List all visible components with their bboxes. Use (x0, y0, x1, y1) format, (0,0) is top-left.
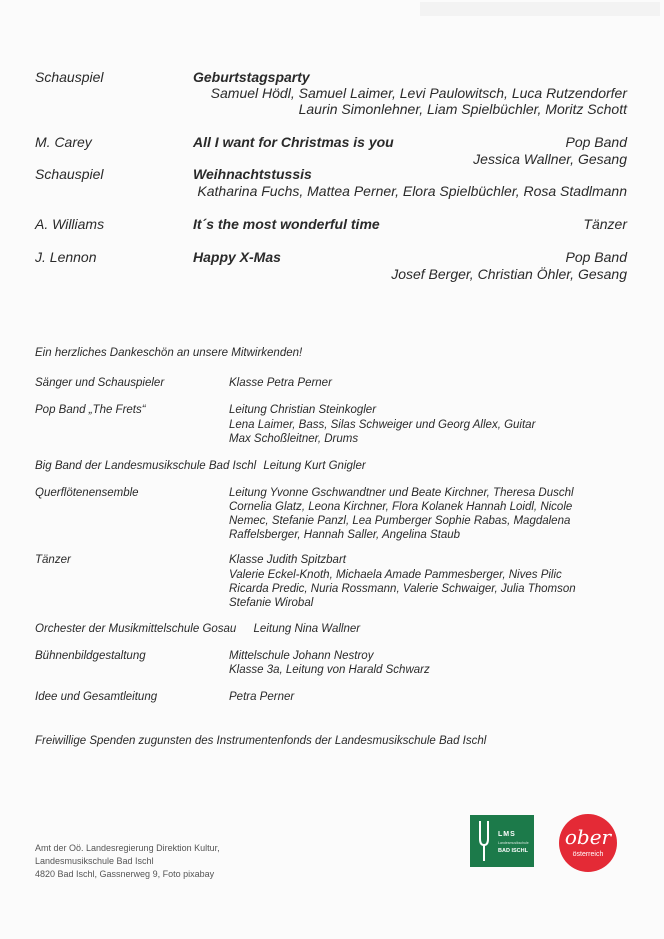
credit-line: Valerie Eckel-Knoth, Michaela Amade Pammesberger, Nives Pilic (229, 569, 562, 581)
credit-label: Sänger und Schauspieler (35, 377, 165, 389)
footer-line: Amt der Oö. Landesregierung Direktion Kultur, (35, 843, 220, 853)
credit-label (35, 622, 360, 637)
credit-label: Idee und Gesamtleitung (35, 691, 158, 703)
program-cast-line: Josef Berger, Christian Öhler, Gesang (391, 266, 627, 282)
program-cast-line: Jessica Wallner, Gesang (473, 151, 627, 167)
program-title: It´s the most wonderful time (193, 216, 380, 232)
credit-line: Petra Perner (229, 691, 295, 703)
lms-logo-subtext: Landesmusikschule (498, 841, 529, 845)
program-ensemble: Pop Band (565, 134, 627, 150)
credit-label: Querflötenensemble (35, 487, 139, 499)
credit-line: Raffelsberger, Hannah Saller, Angelina Staub (229, 529, 461, 541)
credit-label-text: Orchester der Musikmittelschule Gosau (35, 623, 237, 635)
credit-line: Klasse 3a, Leitung von Harald Schwarz (229, 664, 430, 676)
program-performer: A. Williams (35, 216, 105, 232)
donation-note: Freiwillige Spenden zugunsten des Instrumentenfonds der Landesmusikschule Bad Ischl (35, 735, 487, 747)
credit-line: Leitung Christian Steinkogler (229, 404, 377, 416)
credit-label: Bühnenbildgestaltung (35, 650, 146, 662)
credit-line: Nemec, Stefanie Panzl, Lea Pumberger Sophie Rabas, Magdalena (229, 515, 571, 527)
program-cast-line: Samuel Hödl, Samuel Laimer, Levi Paulowitsch, Luca Rutzendorfer (210, 85, 627, 101)
program-title: Weihnachtstussis (193, 166, 312, 182)
credit-inline: Leitung Nina Wallner (253, 623, 361, 635)
footer-line: Landesmusikschule Bad Ischl (35, 856, 154, 866)
program-performer: Schauspiel (35, 69, 104, 85)
program-title: Happy X-Mas (193, 249, 281, 265)
credit-line: Klasse Judith Spitzbart (229, 554, 346, 566)
program-title: All I want for Christmas is you (193, 134, 394, 150)
tuning-fork-icon (478, 821, 490, 861)
program-cast-line: Katharina Fuchs, Mattea Perner, Elora Spielbüchler, Rosa Stadlmann (197, 183, 627, 199)
footer-address (35, 842, 220, 881)
oberoesterreich-logo (559, 814, 617, 872)
credit-label (35, 459, 366, 474)
program-performer: M. Carey (35, 134, 92, 150)
lms-logo-place: BAD ISCHL (498, 848, 528, 854)
credit-label: Pop Band „The Frets“ (35, 404, 146, 416)
credit-inline: Leitung Kurt Gnigler (263, 460, 366, 472)
program-ensemble: Pop Band (565, 249, 627, 265)
program-cast-line: Laurin Simonlehner, Liam Spielbüchler, Moritz Schott (298, 101, 627, 117)
lms-logo-text: LMS (498, 831, 516, 838)
ooe-logo-subtext: österreich (572, 851, 604, 858)
credit-label: Tänzer (35, 554, 71, 566)
credit-line: Klasse Petra Perner (229, 377, 332, 389)
scan-artifact (420, 2, 660, 16)
credit-line: Max Schoßleitner, Drums (229, 433, 359, 445)
program-performer: Schauspiel (35, 166, 104, 182)
thanks-heading: Ein herzliches Dankeschön an unsere Mitwirkenden! (35, 347, 303, 359)
footer-line: 4820 Bad Ischl, Gassnerweg 9, Foto pixabay (35, 869, 215, 879)
ooe-logo-text: ober (564, 825, 612, 849)
program-title: Geburtstagsparty (193, 69, 310, 85)
credit-label-text: Big Band der Landesmusikschule Bad Ischl (35, 460, 257, 472)
credit-line: Leitung Yvonne Gschwandtner und Beate Kirchner, Theresa Duschl (229, 487, 574, 499)
credit-line: Cornelia Glatz, Leona Kirchner, Flora Kolanek Hannah Loidl, Nicole (229, 501, 573, 513)
program-performer: J. Lennon (35, 249, 97, 265)
credit-line: Stefanie Wirobal (229, 597, 314, 609)
credit-line: Lena Laimer, Bass, Silas Schweiger und Georg Allex, Guitar (229, 419, 536, 431)
lms-logo (470, 815, 534, 867)
credit-line: Mittelschule Johann Nestroy (229, 650, 374, 662)
credit-line: Ricarda Predic, Nuria Rossmann, Valerie Schwaiger, Julia Thomson (229, 583, 576, 595)
program-ensemble: Tänzer (583, 216, 627, 232)
